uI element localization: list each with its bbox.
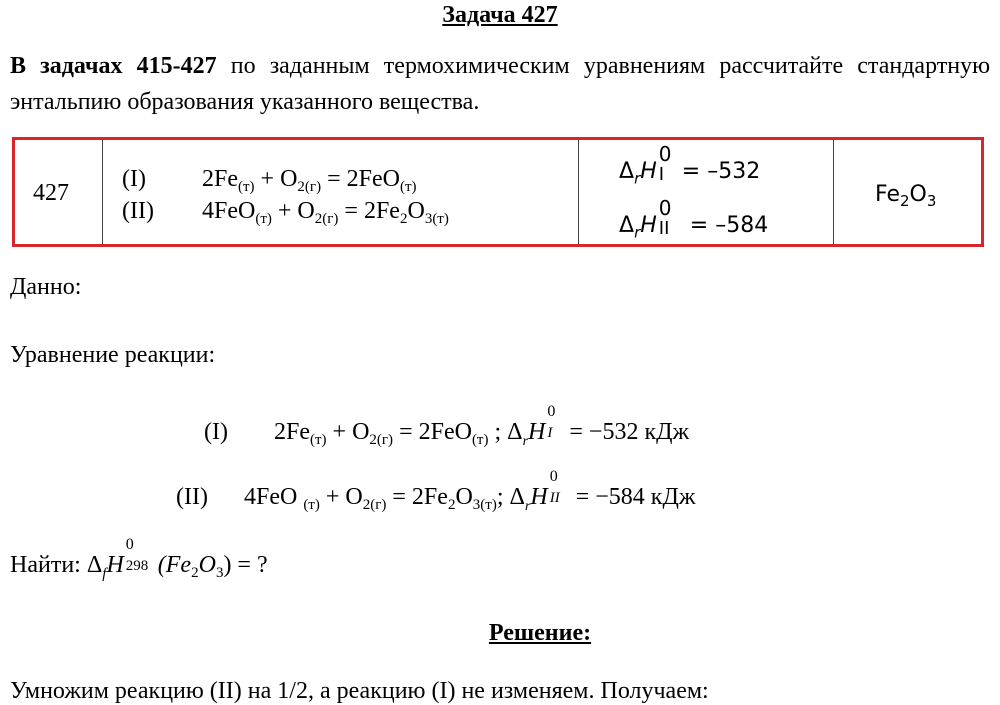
- intro-paragraph: [10, 48, 990, 120]
- intro-text: по заданным термохимическим уравнениям рассчитайте стандартную энтальпию образования указанного вещества.: [10, 53, 991, 115]
- given-label: Данно:: [10, 274, 82, 300]
- task-number: 427: [33, 180, 69, 206]
- reaction-2: (II) 4FeO $_{(т)} + O_{2(г)} = 2Fe_2O_{3(т)}$; $\Delta_rH$ 0 II = −584 кДж: [176, 468, 696, 514]
- equation-1-label: (I): [122, 166, 146, 192]
- equation-2: $4FeO_{(т)} + O_{2(г)} = 2Fe_2O_{3(т)}$: [202, 198, 449, 227]
- enthalpy-2: $\Delta_rH$ 0 II = –584: [619, 196, 769, 242]
- reaction-1: (I) $2Fe_{(т)} + O_{2(г)} = 2FeO_{(т)}$ ; $\Delta_rH$ 0 I = −532 кДж: [204, 403, 690, 449]
- task-table: [12, 137, 984, 247]
- target-substance: $Fe_2O_3$: [875, 182, 937, 210]
- reaction-label: Уравнение реакции:: [10, 342, 216, 368]
- find-line: Найти: $\Delta_fH$ 0 298 $(Fe_2O_3)$ = ?: [10, 536, 268, 582]
- solution-heading: Решение:: [488, 620, 592, 646]
- equation-1: $2Fe_{(т)} + O_{2(г)} = 2FeO_{(т)}$: [202, 166, 417, 195]
- table-divider: [833, 140, 834, 244]
- intro-bold: В задачах 415-427: [10, 53, 217, 79]
- table-divider: [578, 140, 579, 244]
- table-divider: [102, 140, 103, 244]
- enthalpy-1: $\Delta_rH$ 0 I = –532: [619, 142, 761, 188]
- page-title: Задача 427: [442, 2, 558, 28]
- solution-first-line: Умножим реакцию (II) на 1/2, а реакцию (I) не изменяем. Получаем:: [10, 678, 709, 704]
- equation-2-label: (II): [122, 198, 154, 224]
